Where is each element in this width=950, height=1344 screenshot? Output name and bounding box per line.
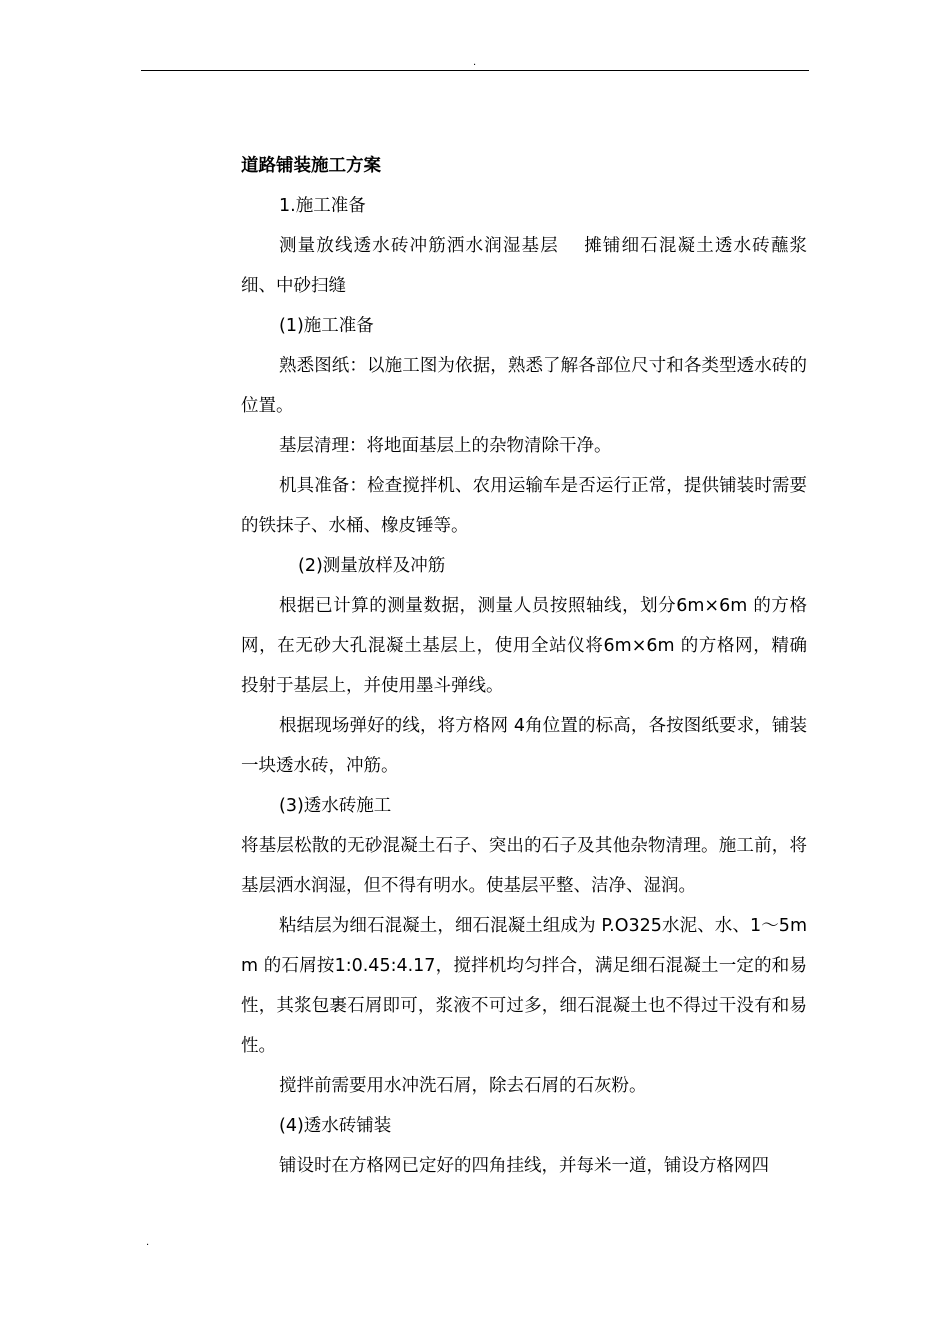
body-paragraph: 粘结层为细石混凝土，细石混凝土组成为 P.O325水泥、水、1～5mm 的石屑按1:0.45:4.17，搅拌机均匀拌合，满足细石混凝土一定的和易性，其浆包裹石屑即可，浆液不可过多，细石混凝土也不得过干没有和易性。 [241, 916, 807, 1056]
body-paragraph: 机具准备：检查搅拌机、农用运输车是否运行正常，提供铺装时需要的铁抹子、水桶、橡皮锤等。 [241, 476, 807, 536]
section-heading: (3)透水砖施工 [279, 796, 392, 816]
document-title: 道路铺装施工方案 [241, 156, 381, 176]
header-mark: . [473, 57, 477, 68]
document-body [241, 146, 825, 1186]
footer-mark: . [146, 1237, 150, 1248]
body-paragraph: 熟悉图纸：以施工图为依据，熟悉了解各部位尺寸和各类型透水砖的位置。 [241, 356, 807, 416]
body-paragraph: 根据已计算的测量数据，测量人员按照轴线，划分6m×6m 的方格网，在无砂大孔混凝土基层上，使用全站仪将6m×6m 的方格网，精确投射于基层上，并使用墨斗弹线。 [241, 596, 807, 696]
section-heading: (2)测量放样及冲筋 [298, 556, 446, 576]
body-paragraph: 铺设时在方格网已定好的四角挂线，并每米一道，铺设方格网四 [279, 1156, 769, 1176]
body-paragraph: 测量放线透水砖冲筋洒水润湿基层 摊铺细石混凝土透水砖蘸浆 细、中砂扫缝 [241, 236, 825, 296]
section-heading: 1.施工准备 [279, 196, 366, 216]
body-paragraph: 搅拌前需要用水冲洗石屑，除去石屑的石灰粉。 [279, 1076, 647, 1096]
section-heading: (4)透水砖铺装 [279, 1116, 392, 1136]
body-paragraph: 基层清理：将地面基层上的杂物清除干净。 [279, 436, 612, 456]
header-rule [141, 70, 809, 71]
section-heading: (1)施工准备 [279, 316, 374, 336]
body-paragraph: 根据现场弹好的线，将方格网 4角位置的标高，各按图纸要求，铺装一块透水砖，冲筋。 [241, 716, 807, 776]
body-paragraph: 将基层松散的无砂混凝土石子、突出的石子及其他杂物清理。施工前，将基层洒水润湿，但不得有明水。使基层平整、洁净、湿润。 [241, 836, 807, 896]
